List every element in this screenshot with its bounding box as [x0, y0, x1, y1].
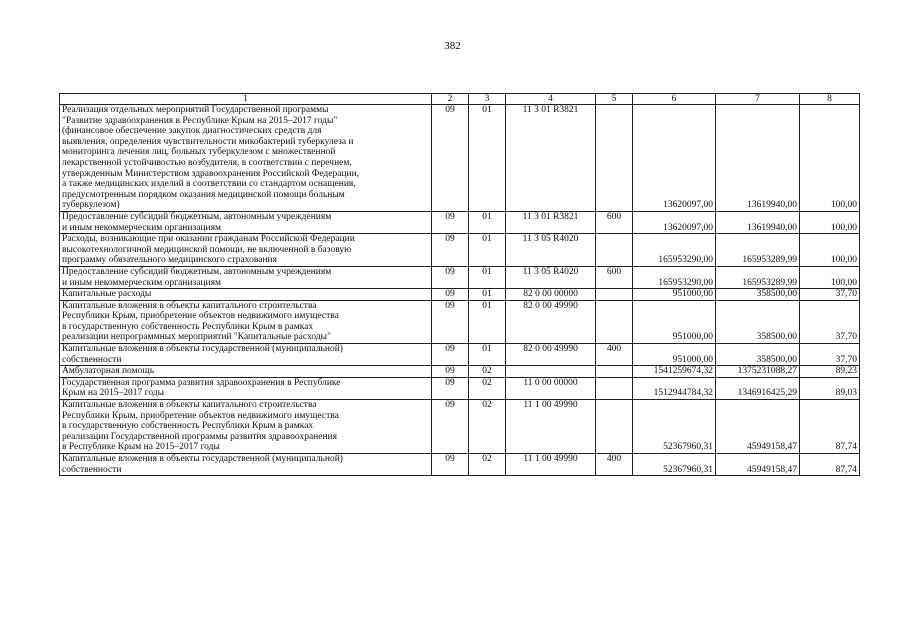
executed-amount: 1375231088,27 [716, 366, 800, 378]
target-article-code: 11 3 01 R3821 [506, 105, 596, 212]
description-line: "Развитие здравоохранения в Республике Крым на 2015–2017 годы" [62, 115, 338, 126]
planned-amount: 951000,00 [633, 289, 716, 301]
executed-amount: 1346916425,29 [716, 377, 800, 399]
table-row [60, 289, 860, 301]
description-line: предусмотренным порядком оказания медицинской помощи больным [62, 189, 345, 200]
executed-amount: 358500,00 [716, 344, 800, 366]
target-article-code: 82 0 00 49990 [506, 344, 596, 366]
description-line: и иным некоммерческим организациям [62, 277, 221, 288]
expense-type-code: 600 [596, 266, 633, 288]
section-code: 09 [432, 366, 469, 378]
row-description [60, 289, 432, 301]
execution-percent: 89,23 [800, 366, 860, 378]
target-article-code: 11 1 00 49990 [506, 454, 596, 476]
expense-type-code: 600 [596, 211, 633, 233]
table-row [60, 454, 860, 476]
executed-amount: 45949158,47 [716, 400, 800, 454]
description-line: и иным некоммерческим организациям [62, 222, 221, 233]
planned-amount: 13620097,00 [633, 105, 716, 212]
planned-amount: 52367960,31 [633, 454, 716, 476]
section-code: 09 [432, 344, 469, 366]
execution-percent: 37,70 [800, 289, 860, 301]
planned-amount: 951000,00 [633, 300, 716, 343]
section-code: 09 [432, 289, 469, 301]
row-description [60, 266, 432, 288]
executed-amount: 165953289,99 [716, 234, 800, 267]
header-cell: 2 [432, 94, 469, 105]
description-line: мониторинга лечения лиц, больных туберкулезом с множественной [62, 147, 336, 158]
planned-amount: 1541259674,32 [633, 366, 716, 378]
execution-percent: 100,00 [800, 234, 860, 267]
table-body [60, 105, 860, 476]
subsection-code: 01 [469, 289, 506, 301]
section-code: 09 [432, 300, 469, 343]
table-row [60, 344, 860, 366]
target-article-code [506, 366, 596, 378]
row-description [60, 366, 432, 378]
planned-amount: 951000,00 [633, 344, 716, 366]
executed-amount: 165953289,99 [716, 266, 800, 288]
table-row [60, 105, 860, 212]
expense-type-code [596, 366, 633, 378]
description-line: собственности [62, 464, 122, 475]
expense-type-code: 400 [596, 344, 633, 366]
expense-type-code [596, 400, 633, 454]
header-row [60, 94, 860, 105]
target-article-code: 11 3 05 R4020 [506, 234, 596, 267]
header-cell: 4 [506, 94, 596, 105]
header-cell: 5 [596, 94, 633, 105]
description-line: Амбулаторная помощь [62, 366, 155, 377]
description-line: в государственную собственность Республики Крым в рамках [62, 321, 314, 332]
header-cell: 1 [60, 94, 432, 105]
planned-amount: 165953290,00 [633, 234, 716, 267]
planned-amount: 1512944784,32 [633, 377, 716, 399]
subsection-code: 01 [469, 344, 506, 366]
execution-percent: 100,00 [800, 211, 860, 233]
execution-percent: 87,74 [800, 400, 860, 454]
row-description [60, 234, 432, 267]
executed-amount: 358500,00 [716, 289, 800, 301]
execution-percent: 87,74 [800, 454, 860, 476]
description-line: Предоставление субсидий бюджетным, автономным учреждениям [62, 266, 332, 277]
row-description [60, 344, 432, 366]
header-cell: 7 [716, 94, 800, 105]
table-row [60, 366, 860, 378]
subsection-code: 01 [469, 266, 506, 288]
executed-amount: 45949158,47 [716, 454, 800, 476]
description-line: Капитальные вложения в объекты капитального строительства [62, 400, 317, 411]
table-row [60, 400, 860, 454]
description-line: Республики Крым, приобретение объектов недвижимого имущества [62, 311, 339, 322]
expense-type-code [596, 234, 633, 267]
expense-type-code [596, 289, 633, 301]
description-line: программу обязательного медицинского страхования [62, 255, 277, 266]
description-line: туберкулезом) [62, 200, 120, 211]
execution-percent: 89,03 [800, 377, 860, 399]
description-line: Крым на 2015–2017 годы [62, 388, 165, 399]
section-code: 09 [432, 377, 469, 399]
row-description [60, 300, 432, 343]
target-article-code: 11 1 00 49990 [506, 400, 596, 454]
subsection-code: 02 [469, 377, 506, 399]
target-article-code: 82 0 00 00000 [506, 289, 596, 301]
description-line: а также медицинских изделий в соответствии со стандартом оснащения, [62, 179, 356, 190]
subsection-code: 01 [469, 234, 506, 267]
description-line: (финансовое обеспечение закупок диагностических средств для [62, 126, 322, 137]
subsection-code: 01 [469, 105, 506, 212]
header-cell: 3 [469, 94, 506, 105]
section-code: 09 [432, 266, 469, 288]
executed-amount: 13619940,00 [716, 211, 800, 233]
description-line: Реализация отдельных мероприятий Государственной программы [62, 105, 329, 115]
description-line: Республики Крым, приобретение объектов недвижимого имущества [62, 410, 339, 421]
executed-amount: 13619940,00 [716, 105, 800, 212]
target-article-code: 11 3 01 R3821 [506, 211, 596, 233]
planned-amount: 13620097,00 [633, 211, 716, 233]
execution-percent: 100,00 [800, 266, 860, 288]
expense-type-code: 400 [596, 454, 633, 476]
subsection-code: 01 [469, 300, 506, 343]
table-row [60, 300, 860, 343]
section-code: 09 [432, 234, 469, 267]
header-cell: 6 [633, 94, 716, 105]
subsection-code: 01 [469, 211, 506, 233]
expense-type-code [596, 105, 633, 212]
execution-percent: 37,70 [800, 344, 860, 366]
section-code: 09 [432, 105, 469, 212]
expense-type-code [596, 300, 633, 343]
description-line: Расходы, возникающие при оказании гражданам Российской Федерации [62, 234, 355, 245]
section-code: 09 [432, 211, 469, 233]
description-line: Капитальные расходы [62, 289, 152, 300]
section-code: 09 [432, 400, 469, 454]
description-line: Капитальные вложения в объекты капитального строительства [62, 300, 317, 311]
description-line: реализации Государственной программы развития здравоохранения [62, 431, 337, 442]
target-article-code: 82 0 00 49990 [506, 300, 596, 343]
planned-amount: 52367960,31 [633, 400, 716, 454]
row-description [60, 454, 432, 476]
row-description [60, 400, 432, 454]
description-line: собственности [62, 354, 122, 365]
planned-amount: 165953290,00 [633, 266, 716, 288]
description-line: утвержденным Министерством здравоохранения Российской Федерации, [62, 168, 360, 179]
table-row [60, 234, 860, 267]
expense-type-code [596, 377, 633, 399]
page-number: 382 [444, 40, 461, 52]
table-row [60, 211, 860, 233]
description-line: лекарственной устойчивостью возбудителя, в соответствии с перечнем, [62, 157, 352, 168]
table-row [60, 377, 860, 399]
target-article-code: 11 3 05 R4020 [506, 266, 596, 288]
table-row [60, 266, 860, 288]
executed-amount: 358500,00 [716, 300, 800, 343]
row-description [60, 377, 432, 399]
header-cell: 8 [800, 94, 860, 105]
execution-percent: 100,00 [800, 105, 860, 212]
description-line: Капитальные вложения в объекты государственной (муниципальной) [62, 454, 343, 464]
description-line: высокотехнологичной медицинской помощи, не включенной в базовую [62, 244, 352, 255]
execution-percent: 37,70 [800, 300, 860, 343]
subsection-code: 02 [469, 366, 506, 378]
subsection-code: 02 [469, 400, 506, 454]
description-line: выявления, определения чувствительности микобактерий туберкулеза и [62, 136, 354, 147]
description-line: в Республике Крым на 2015–2017 годы [62, 442, 220, 453]
description-line: Предоставление субсидий бюджетным, автономным учреждениям [62, 211, 332, 222]
description-line: Государственная программа развития здравоохранения в Республике [62, 377, 341, 388]
description-line: Капитальные вложения в объекты государственной (муниципальной) [62, 344, 343, 355]
target-article-code: 11 0 00 00000 [506, 377, 596, 399]
description-line: в государственную собственность Республики Крым в рамках [62, 421, 314, 432]
row-description [60, 211, 432, 233]
section-code: 09 [432, 454, 469, 476]
description-line: реализации непрограммных мероприятий "Капитальные расходы" [62, 332, 331, 343]
subsection-code: 02 [469, 454, 506, 476]
row-description [60, 105, 432, 212]
budget-table [59, 93, 860, 476]
